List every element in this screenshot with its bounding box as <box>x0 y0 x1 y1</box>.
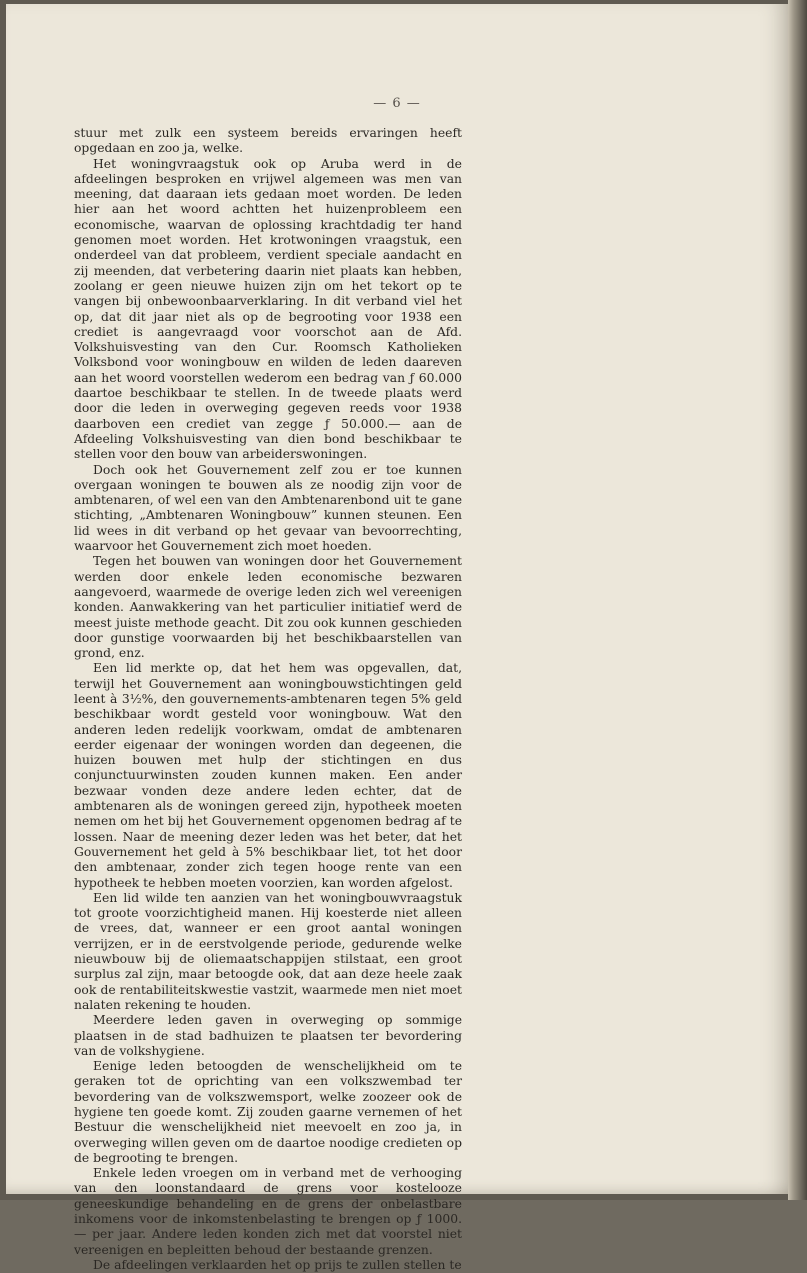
paragraph: Eenige leden betoogden de wenschelijkheid om te geraken tot de oprichting van een volkszwembad ter bevordering van de volkszwemsport, welke zoozeer ook de hygiene ten goede komt. Zij zouden gaarne vernemen of het Bestuur die wenschelijkheid niet meevoelt en zoo ja, in overweging willen geven om de daartoe noodige credieten op de begrooting te brengen. <box>74 1059 462 1165</box>
paragraph: stuur met zulk een systeem bereids ervaringen heeft opgedaan en zoo ja, welke. <box>74 126 462 156</box>
paragraph: Tegen het bouwen van woningen door het Gouvernement werden door enkele leden economische bezwaren aangevoerd, waarmede de overige leden zich wel vereenigen konden. Aanwakkering van het particulier initiatief werd de meest juiste methode geacht. Dit zou ook kunnen geschieden door gunstige voorwaarden bij het beschikbaarstellen van grond, enz. <box>74 554 462 661</box>
paragraph: Het woningvraagstuk ook op Aruba werd in de afdeelingen besproken en vrijwel algemeen was men van meening, dat daaraan iets gedaan moet worden. De leden hier aan het woord achtten het huizenprobleem een economische, waarvan de oplossing krachtdadig ter hand genomen moet worden. Het krotwoningen vraagstuk, een onderdeel van dat probleem, verdient speciale aandacht en zij meenden, dat verbetering daarin niet plaats kan hebben, zoolang er geen nieuwe huizen zijn om het tekort op te vangen bij onbewoonbaarverklaring. In dit verband viel het op, dat dit jaar niet als op de begrooting voor 1938 een crediet is aangevraagd voor voorschot aan de Afd. Volkshuisvesting van den Cur. Roomsch Katholieken Volksbond voor woningbouw en wilden de leden daareven aan het woord voorstellen wederom een bedrag van ƒ 60.000 daartoe beschikbaar te stellen. In de tweede plaats werd door die leden in overweging gegeven reeds voor 1938 daarboven een crediet van zegge ƒ 50.000.— aan de Afdeeling Volkshuisvesting van dien bond beschikbaar te stellen voor den bouw van arbeiderswoningen. <box>74 156 462 462</box>
paragraph: Meerdere leden gaven in overweging op sommige plaatsen in de stad badhuizen te plaatsen ter bevordering van de volkshygiene. <box>74 1013 462 1058</box>
paragraph: Doch ook het Gouvernement zelf zou er toe kunnen overgaan woningen te bouwen als ze noodig zijn voor de ambtenaren, of wel een van den Ambtenarenbond uit te gane stichting, „Ambtenaren Woningbouw” kunnen steunen. Een lid wees in dit verband op het gevaar van bevoorrechting, waarvoor het Gouvernement zich moet hoeden. <box>74 462 462 554</box>
paragraph: Een lid merkte op, dat het hem was opgevallen, dat, terwijl het Gouvernement aan woningbouwstichtingen geld leent à 3½%, den gouvernements-ambtenaren tegen 5% geld beschikbaar wordt gesteld voor woningbouw. Wat den anderen leden redelijk voorkwam, omdat de ambtenaren eerder eigenaar der woningen worden dan degeenen, die huizen bouwen met hulp der stichtingen en dus conjunctuurwinsten zouden kunnen maken. Een ander bezwaar vonden deze andere leden echter, dat de ambtenaren als de woningen gereed zijn, hypotheek moeten nemen om het bij het Gouvernement opgenomen bedrag af te lossen. Naar de meening dezer leden was het beter, dat het Gouvernement het geld à 5% beschikbaar liet, tot het door den ambtenaar, zonder zich tegen hooge rente van een hypotheek te hebben moeten voorzien, kan worden afgelost. <box>74 661 462 890</box>
paragraph: Een lid wilde ten aanzien van het woningbouwvraagstuk tot groote voorzichtigheid manen. Hij koesterde niet alleen de vrees, dat, wanneer er een groot aantal woningen verrijzen, er in de eerstvolgende periode, gedurende welke nieuwbouw bij de oliemaatschappijen stilstaat, een groot surplus zal zijn, maar betoogde ook, dat aan deze heele zaak ook de rentabiliteitskwestie vastzit, waarmede men niet moet nalaten rekening te houden. <box>74 890 462 1012</box>
page-number: — 6 — <box>373 96 421 111</box>
document-page <box>6 4 788 1272</box>
page-edge-shadow <box>788 0 807 1200</box>
paragraph: Enkele leden vroegen om in verband met de verhooging van den loonstandaard de grens voor kostelooze geneeskundige behandeling en de grens der onbelastbare inkomens voor de inkomstenbelasting te brengen op ƒ 1000.— per jaar. Andere leden konden zich met dat voorstel niet vereenigen en bepleitten behoud der bestaande grenzen. <box>74 1166 462 1257</box>
paragraph: De afdeelingen verklaarden het op prijs te zullen stellen te <box>93 1257 462 1272</box>
body-text <box>74 126 462 1273</box>
